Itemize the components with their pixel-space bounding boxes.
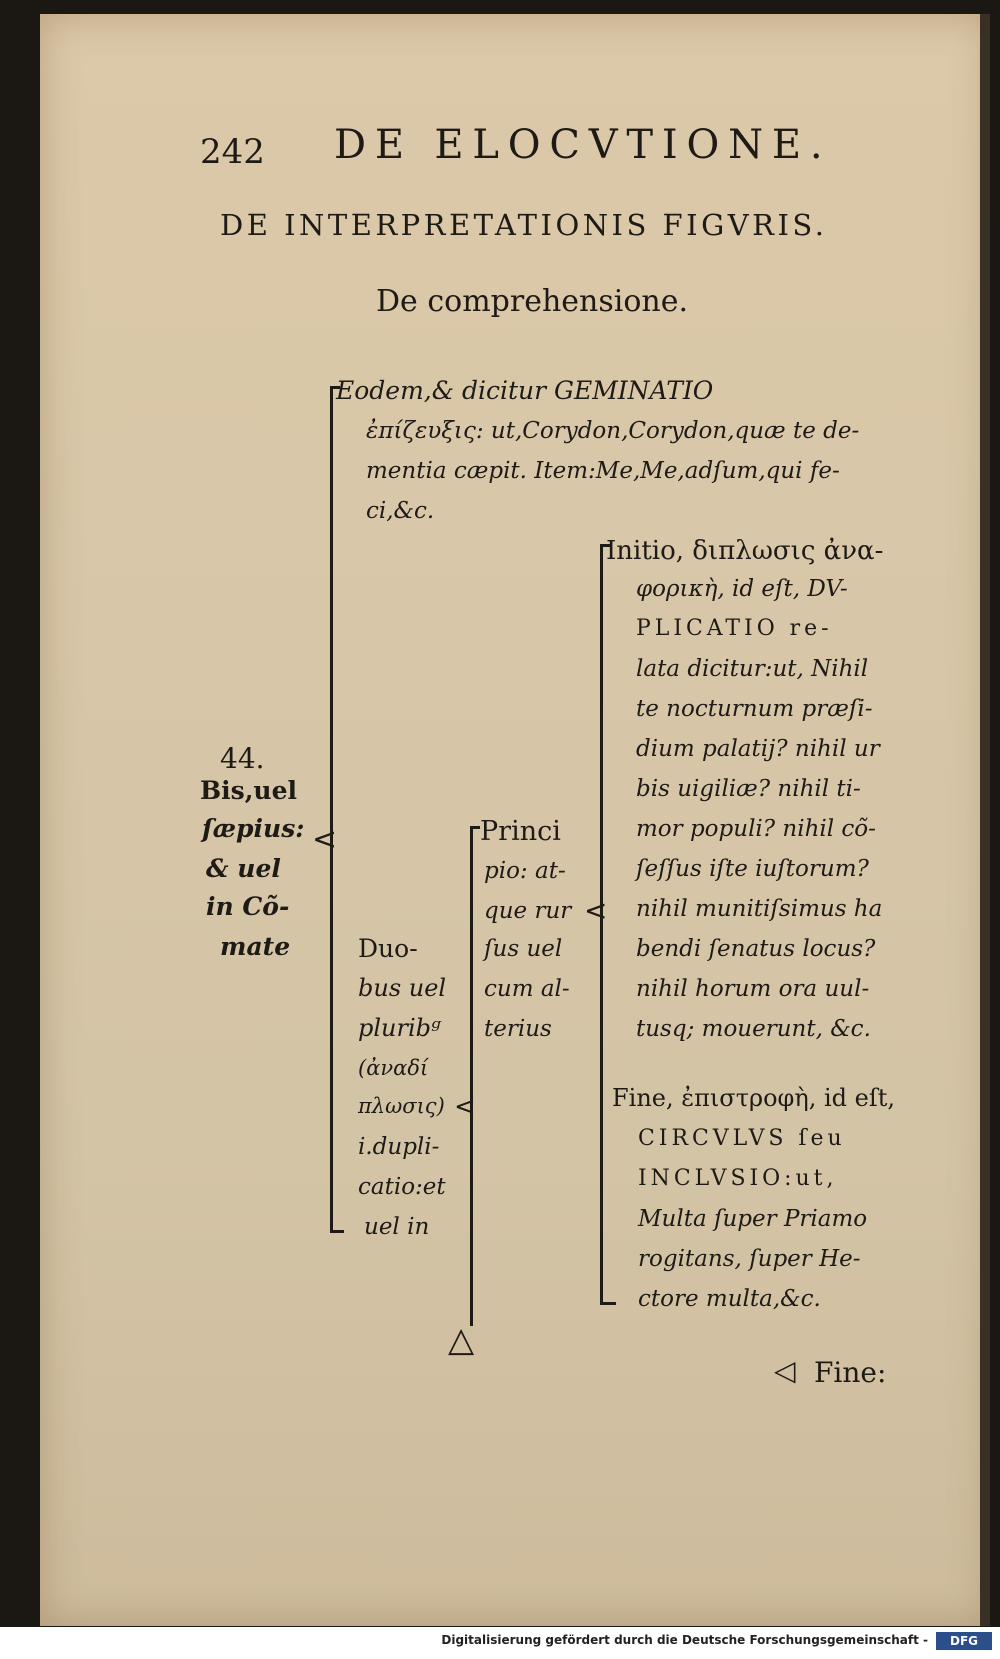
page-spine [980, 14, 990, 1626]
duobus-line-4: (ἀναδί [358, 1056, 429, 1080]
duobus-line-6: i.dupli- [358, 1134, 440, 1160]
initio-line-12: nihil horum ora uul- [636, 976, 870, 1002]
second-bracket-point: < [454, 1092, 476, 1122]
initio-line-10: nihil munitiſsimus ha [636, 896, 883, 922]
initio-line-6: dium palatij? nihil ur [636, 736, 880, 762]
footer-bar [0, 1627, 1000, 1659]
page-number: 242 [200, 132, 265, 172]
main-bracket-point: < [312, 822, 338, 857]
duobus-line-7: catio:et [358, 1174, 446, 1200]
initio-line-1: Initio, διπλωσις ἀνα- [606, 536, 884, 566]
margin-line-3: & uel [206, 854, 281, 883]
margin-line-1: Bis,uel [200, 776, 297, 805]
main-bracket-bottom [330, 1230, 344, 1233]
initio-line-7: bis uigiliæ? nihil ti- [636, 776, 861, 802]
fine-line-3: INCLVSIO:ut, [638, 1166, 838, 1191]
initio-line-2: φορικὴ, id eſt, DV- [636, 576, 848, 602]
duobus-line-1: Duo- [358, 934, 418, 963]
margin-line-4: in Cõ- [206, 892, 290, 921]
catchword-triangle-icon: ◁ [774, 1354, 796, 1387]
section-mark-triangle: △ [448, 1320, 475, 1360]
margin-number: 44. [220, 742, 265, 775]
geminatio-line-1: Eodem,& dicitur GEMINATIO [336, 376, 714, 405]
running-title: DE ELOCVTIONE. [334, 122, 832, 168]
duobus-line-5: πλωσις) [358, 1094, 445, 1118]
duobus-line-2: bus uel [358, 974, 447, 1002]
margin-line-5: mate [220, 932, 291, 961]
duobus-line-8: uel in [364, 1214, 430, 1240]
fine-line-5: rogitans, ſuper He- [638, 1246, 861, 1272]
second-bracket-top [470, 826, 480, 829]
geminatio-line-4: ci,&c. [366, 498, 435, 524]
principio-line-3: que rur [484, 898, 572, 924]
dfg-logo: DFG [936, 1632, 992, 1650]
principio-line-5: cum al- [484, 976, 570, 1002]
second-bracket-line [470, 826, 473, 1326]
catchword: Fine: [814, 1356, 887, 1389]
margin-line-2: ſæpius: [202, 814, 305, 843]
initio-line-3: PLICATIO re- [636, 616, 833, 641]
principio-line-6: terius [484, 1016, 552, 1042]
duobus-line-3: pluribᵍ [358, 1014, 441, 1042]
main-bracket-line [330, 386, 333, 1232]
fine-line-6: ctore multa,&c. [638, 1286, 821, 1312]
geminatio-line-2: ἐπίζευξις: ut,Corydon,Corydon,quæ te de- [366, 418, 860, 444]
third-bracket-point: < [584, 894, 608, 927]
fine-line-2: CIRCVLVS ſeu [638, 1126, 846, 1151]
initio-line-13: tusq; mouerunt, &c. [636, 1016, 871, 1042]
principio-line-4: ſus uel [484, 936, 563, 962]
footer-text: Digitalisierung gefördert durch die Deutsche Forschungsgemeinschaft - [441, 1633, 928, 1647]
initio-line-8: mor populi? nihil cõ- [636, 816, 876, 842]
geminatio-line-3: mentia cæpit. Item:Me,Me,adſum,qui fe- [366, 458, 840, 484]
initio-line-5: te nocturnum præſi- [636, 696, 873, 722]
section-title: DE INTERPRETATIONIS FIGVRIS. [220, 208, 828, 242]
book-page [40, 14, 990, 1626]
fine-line-4: Multa ſuper Priamo [638, 1206, 868, 1232]
third-bracket-bottom [600, 1302, 616, 1305]
initio-line-4: lata dicitur:ut, Nihil [636, 656, 869, 682]
initio-line-11: bendi ſenatus locus? [636, 936, 876, 962]
fine-line-1: Fine, ἐπιστροφὴ, id eſt, [612, 1084, 895, 1112]
initio-line-9: ſeſſus iſte iuſtorum? [636, 856, 869, 882]
principio-line-1: Princi [480, 816, 561, 847]
subsection-title: De comprehensione. [376, 284, 689, 319]
principio-line-2: pio: at- [484, 858, 566, 884]
